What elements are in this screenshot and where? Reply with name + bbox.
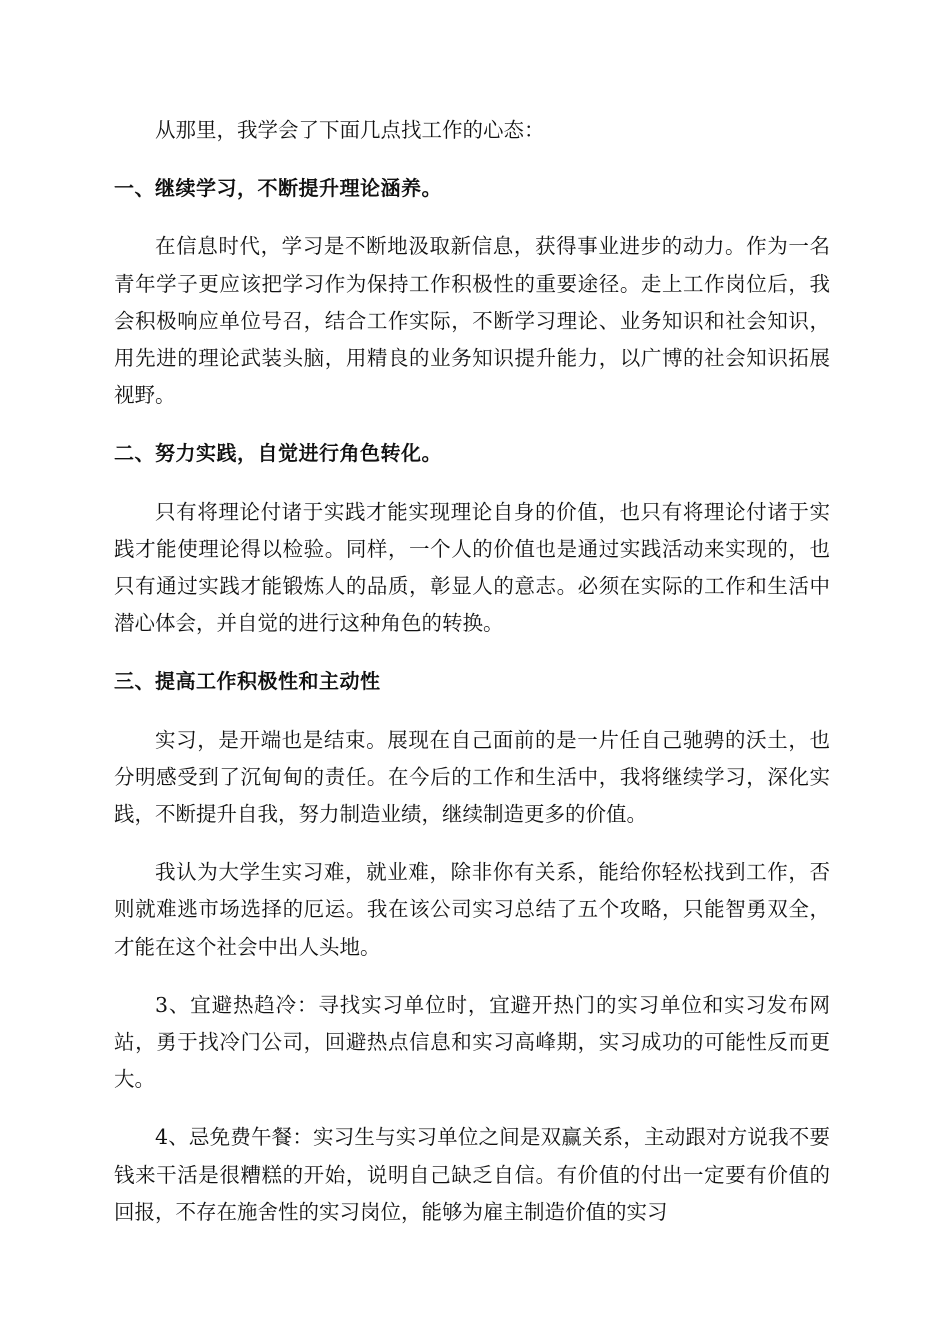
- paragraph-opinion: 我认为大学生实习难，就业难，除非你有关系，能给你轻松找到工作，否则就难逃市场选择的厄运。我在该公司实习总结了五个攻略，只能智勇双全，才能在这个社会中出人头地。: [114, 860, 830, 959]
- section-heading-2: 二、努力实践，自觉进行角色转化。: [114, 441, 442, 466]
- paragraph-learning: 在信息时代，学习是不断地汲取新信息，获得事业进步的动力。作为一名青年学子更应该把学习作为保持工作积极性的重要途径。走上工作岗位后，我会积极响应单位号召，结合工作实际，不断学习理论、业务知识和社会知识，用先进的理论武装头脑，用精良的业务知识提升能力，以广博的社会知识拓展视野。: [114, 234, 830, 408]
- section-heading-1: 一、继续学习，不断提升理论涵养。: [114, 176, 442, 201]
- paragraph-initiative: 实习，是开端也是结束。展现在自己面前的是一片任自己驰骋的沃土，也分明感受到了沉甸甸的责任。在今后的工作和生活中，我将继续学习，深化实践，不断提升自我，努力制造业绩，继续制造更多的价值。: [114, 727, 830, 827]
- paragraph-intro: 从那里，我学会了下面几点找工作的心态：: [155, 118, 545, 142]
- section-heading-3: 三、提高工作积极性和主动性: [114, 669, 381, 694]
- document-body: [114, 112, 830, 1252]
- paragraph-tip-3: 3、宜避热趋冷：寻找实习单位时，宜避开热门的实习单位和实习发布网站，勇于找冷门公司，回避热点信息和实习高峰期，实习成功的可能性反而更大。: [114, 992, 830, 1092]
- paragraph-practice: 只有将理论付诸于实践才能实现理论自身的价值，也只有将理论付诸于实践才能使理论得以检验。同样，一个人的价值也是通过实践活动来实现的，也只有通过实践才能锻炼人的品质，彰显人的意志。必须在实际的工作和生活中潜心体会，并自觉的进行这种角色的转换。: [114, 499, 830, 636]
- paragraph-tip-4: 4、忌免费午餐：实习生与实习单位之间是双赢关系，主动跟对方说我不要钱来干活是很糟糕的开始，说明自己缺乏自信。有价值的付出一定要有价值的回报，不存在施舍性的实习岗位，能够为雇主制造价值的实习: [114, 1125, 830, 1224]
